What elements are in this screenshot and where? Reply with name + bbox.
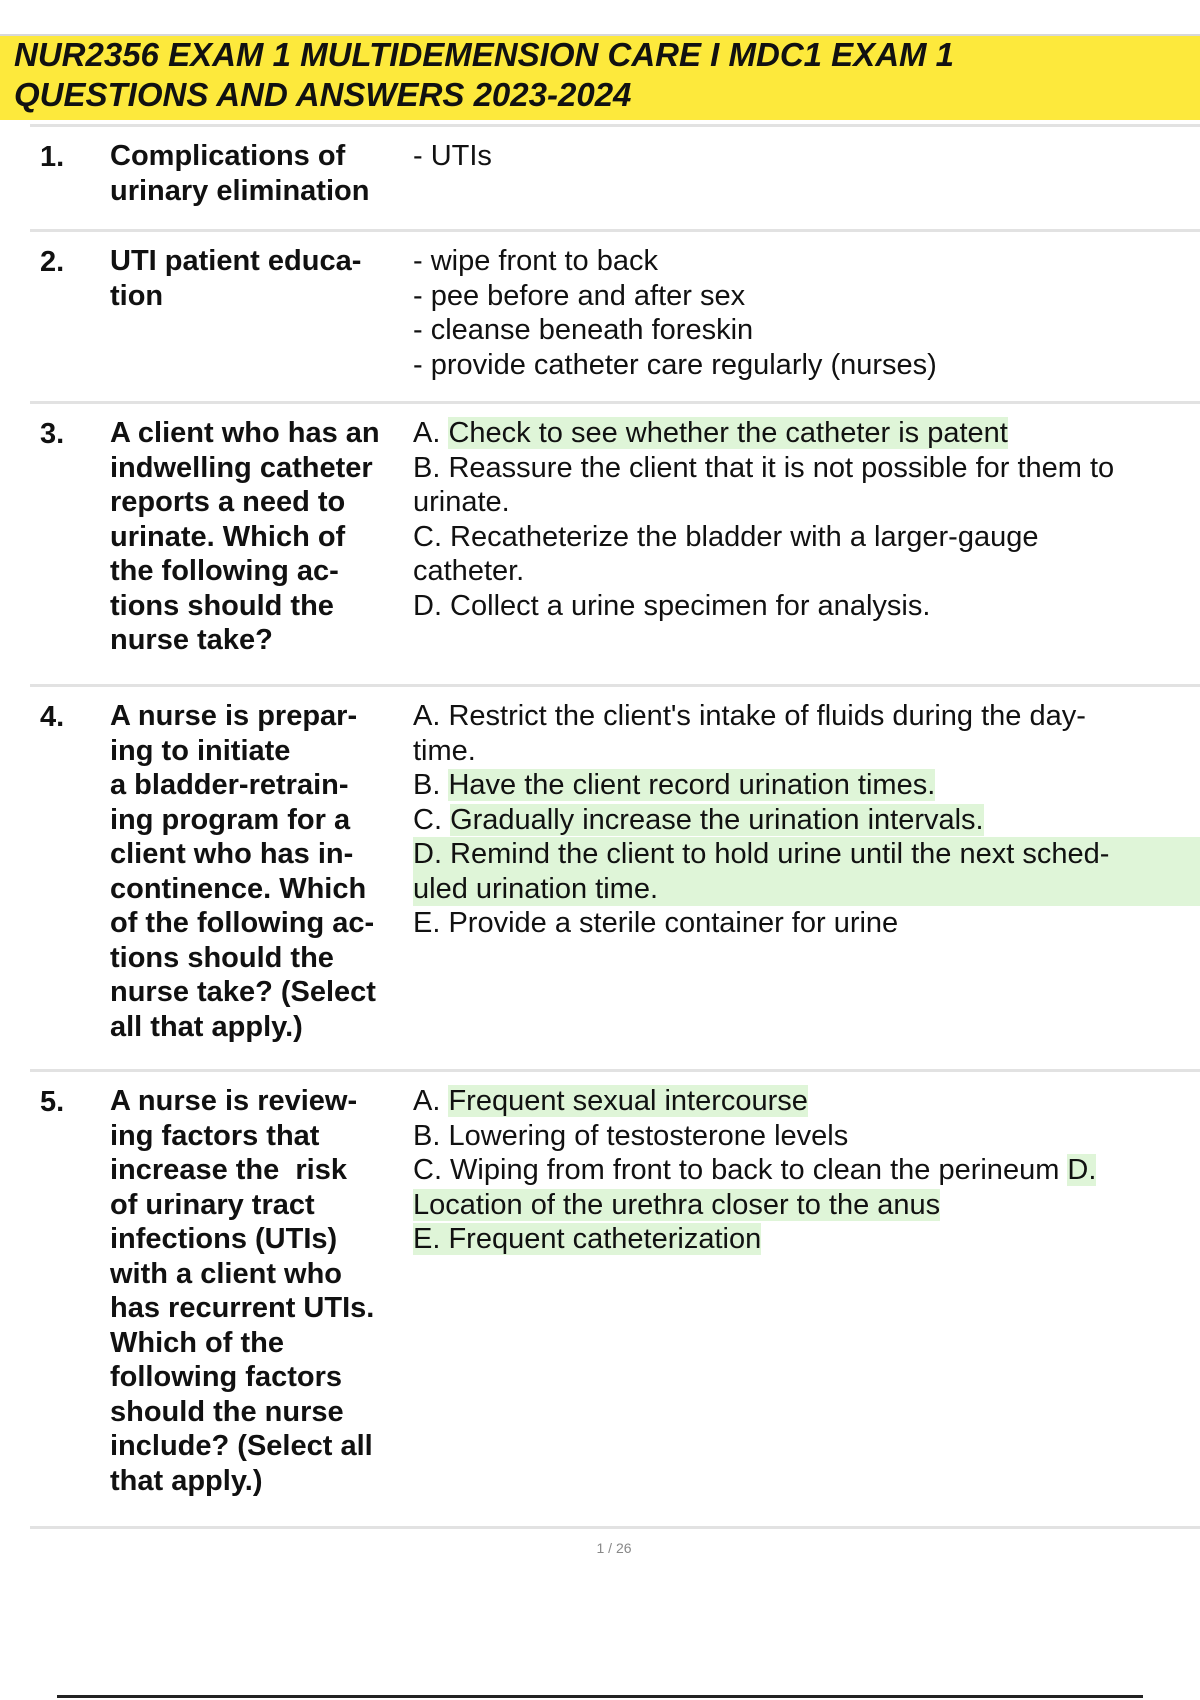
answer-line bbox=[413, 1222, 1200, 1257]
question-line: tions should the bbox=[110, 589, 334, 622]
option-letter: A. bbox=[413, 417, 449, 449]
answer-line bbox=[413, 803, 1200, 838]
answer-text bbox=[413, 244, 1200, 382]
question-line: increase the risk bbox=[110, 1154, 347, 1186]
document-title-line-2: QUESTIONS AND ANSWERS 2023-2024 bbox=[14, 76, 632, 113]
question-line: nurse take? (Select bbox=[110, 976, 376, 1008]
answer-line: E. Provide a sterile container for urine bbox=[413, 907, 899, 939]
question-number: 1. bbox=[40, 141, 65, 173]
title-banner bbox=[0, 34, 1200, 120]
answer-line: - cleanse beneath foreskin bbox=[413, 314, 754, 346]
answer-line: - UTIs bbox=[413, 140, 492, 172]
answer-line: - pee before and after sex bbox=[413, 279, 746, 312]
page-indicator: 1 / 26 bbox=[596, 1540, 632, 1556]
question-line: client who has in- bbox=[110, 838, 354, 870]
correct-answer-highlight: Location of the urethra closer to the anus bbox=[413, 1188, 941, 1221]
question-line: include? (Select all bbox=[110, 1430, 373, 1462]
answer-line: catheter. bbox=[413, 555, 525, 587]
answer-options bbox=[413, 699, 1200, 941]
answer-line bbox=[413, 1084, 1200, 1119]
question-line: urinary elimination bbox=[110, 174, 370, 207]
qa-item-2 bbox=[30, 229, 1200, 404]
question-number: 3. bbox=[40, 418, 65, 450]
question-text bbox=[110, 1084, 440, 1498]
answer-line: D. Collect a urine specimen for analysis. bbox=[413, 589, 931, 622]
question-line: of the following ac- bbox=[110, 907, 375, 939]
answer-line: - wipe front to back bbox=[413, 245, 658, 277]
question-line: a bladder-retrain- bbox=[110, 769, 349, 801]
question-line: A client who has an bbox=[110, 417, 380, 449]
question-line: reports a need to bbox=[110, 486, 346, 518]
question-line: Complications of bbox=[110, 140, 346, 172]
document-title-line-1: NUR2356 EXAM 1 MULTIDEMENSION CARE I MDC1 EXAM 1 bbox=[14, 36, 955, 73]
question-line: with a client who bbox=[110, 1257, 343, 1290]
question-line: continence. Which bbox=[110, 872, 367, 905]
page-bottom-rule bbox=[57, 1695, 1143, 1698]
answer-text-segment: C. Wiping from front to back to clean the perineum bbox=[413, 1154, 1068, 1186]
question-number: 4. bbox=[40, 701, 65, 733]
correct-answer-highlight: Gradually increase the urination intervals. bbox=[450, 803, 984, 836]
question-number: 5. bbox=[40, 1086, 65, 1118]
question-line: all that apply.) bbox=[110, 1010, 303, 1043]
correct-answer-highlight: D. bbox=[1067, 1154, 1097, 1186]
correct-answer-highlight: Frequent sexual intercourse bbox=[448, 1085, 808, 1117]
correct-answer-highlight: Check to see whether the catheter is patent bbox=[448, 417, 1008, 449]
qa-item-3 bbox=[30, 401, 1200, 687]
answer-line bbox=[413, 416, 1200, 451]
answer-line: C. Recatheterize the bladder with a larger-gauge bbox=[413, 520, 1039, 553]
correct-answer-highlight: D. Remind the client to hold urine until the next sched- bbox=[413, 837, 1200, 872]
question-line: should the nurse bbox=[110, 1395, 344, 1428]
question-number: 2. bbox=[40, 246, 65, 278]
answer-options bbox=[413, 416, 1200, 623]
correct-answer-highlight: uled urination time. bbox=[413, 872, 1200, 907]
answer-line bbox=[413, 768, 1200, 803]
question-line: infections (UTIs) bbox=[110, 1223, 338, 1255]
question-line: A nurse is review- bbox=[110, 1085, 358, 1117]
question-line: ing program for a bbox=[110, 803, 351, 836]
answer-line bbox=[413, 1188, 1200, 1223]
correct-answer-highlight: Have the client record urination times. bbox=[448, 769, 936, 801]
section-divider bbox=[30, 1526, 1200, 1529]
answer-line: B. Reassure the client that it is not possible for them to bbox=[413, 451, 1115, 484]
question-line: has recurrent UTIs. bbox=[110, 1292, 375, 1324]
qa-item-4 bbox=[30, 684, 1200, 1072]
answer-options bbox=[413, 1084, 1200, 1257]
option-letter: B. bbox=[413, 769, 449, 801]
option-letter: C. bbox=[413, 803, 451, 836]
qa-item-5 bbox=[30, 1069, 1200, 1529]
question-text bbox=[110, 139, 440, 208]
question-line: the following ac- bbox=[110, 555, 339, 587]
answer-text bbox=[413, 139, 1200, 174]
question-text bbox=[110, 699, 440, 1044]
question-line: tions should the bbox=[110, 941, 334, 974]
question-line: following factors bbox=[110, 1361, 342, 1393]
question-line: indwelling catheter bbox=[110, 451, 373, 484]
answer-line: A. Restrict the client's intake of fluids during the day- bbox=[413, 700, 1086, 732]
question-line: A nurse is prepar- bbox=[110, 700, 358, 732]
correct-answer-highlight: E. Frequent catheterization bbox=[413, 1223, 762, 1255]
question-line: that apply.) bbox=[110, 1464, 263, 1497]
answer-line: urinate. bbox=[413, 486, 510, 518]
answer-line bbox=[413, 1153, 1200, 1188]
answer-line: B. Lowering of testosterone levels bbox=[413, 1119, 849, 1152]
question-text bbox=[110, 416, 440, 658]
question-line: ing to initiate bbox=[110, 734, 291, 767]
question-line: nurse take? bbox=[110, 624, 273, 656]
qa-item-1 bbox=[30, 124, 1200, 232]
answer-line: - provide catheter care regularly (nurses) bbox=[413, 348, 937, 381]
question-line: ing factors that bbox=[110, 1119, 320, 1152]
answer-line: time. bbox=[413, 734, 476, 767]
question-text bbox=[110, 244, 440, 313]
question-line: of urinary tract bbox=[110, 1188, 315, 1221]
question-line: Which of the bbox=[110, 1326, 284, 1359]
option-letter: A. bbox=[413, 1085, 449, 1117]
question-line: UTI patient educa- bbox=[110, 245, 362, 277]
question-line: urinate. Which of bbox=[110, 520, 346, 553]
question-line: tion bbox=[110, 279, 164, 312]
